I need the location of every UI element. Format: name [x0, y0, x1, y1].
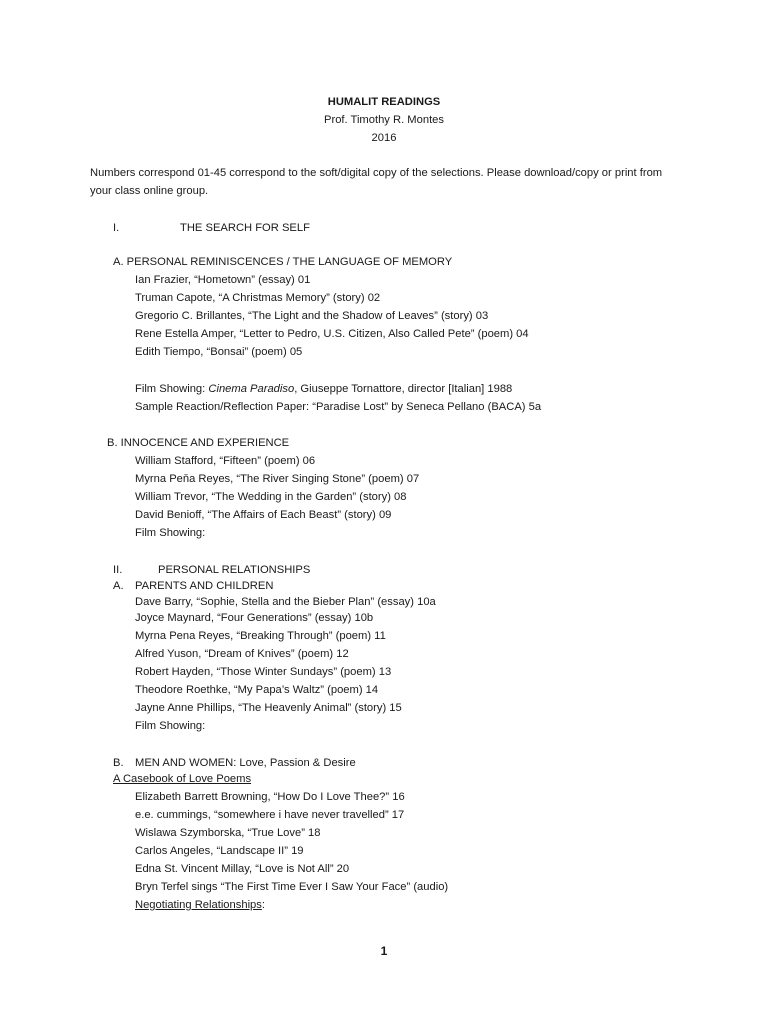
- reading-item: Myrna Peňa Reyes, “The River Singing Stone” (poem) 07: [135, 473, 420, 485]
- negotiating-label: Negotiating Relationships: [135, 899, 262, 911]
- negotiating-colon: :: [261, 899, 265, 911]
- section-2b-letter: B.: [113, 757, 124, 769]
- reading-item: Robert Hayden, “Those Winter Sundays” (poem) 13: [135, 666, 392, 678]
- reading-item: Wislawa Szymborska, “True Love” 18: [135, 827, 321, 839]
- casebook-heading: A Casebook of Love Poems: [113, 773, 252, 785]
- section-1a-heading: A. PERSONAL REMINISCENCES / THE LANGUAGE OF MEMORY: [113, 256, 453, 268]
- reading-item: Joyce Maynard, “Four Generations” (essay) 10b: [135, 612, 374, 624]
- professor-name: Prof. Timothy R. Montes: [324, 114, 444, 126]
- page-number: 1: [380, 944, 388, 958]
- reading-item: Ian Frazier, “Hometown” (essay) 01: [135, 274, 311, 286]
- film-showing-label: Film Showing:: [135, 383, 209, 395]
- reading-item: Theodore Roethke, “My Papa’s Waltz” (poem) 14: [135, 684, 379, 696]
- film-showing-line: Film Showing:: [135, 720, 206, 732]
- negotiating-heading: [135, 898, 265, 912]
- section-2b-heading: MEN AND WOMEN: Love, Passion & Desire: [135, 757, 356, 769]
- intro-paragraph: Numbers correspond 01-45 correspond to the soft/digital copy of the selections. Please download/copy or print from your class online group.: [90, 167, 663, 197]
- section-2a-heading: PARENTS AND CHILDREN: [135, 580, 274, 592]
- film-details: , Giuseppe Tornattore, director [Italian] 1988: [294, 383, 513, 395]
- part-2-title: PERSONAL RELATIONSHIPS: [158, 564, 311, 576]
- reading-item: Bryn Terfel sings “The First Time Ever I Saw Your Face” (audio): [135, 881, 449, 893]
- reading-item: Carlos Angeles, “Landscape II” 19: [135, 845, 304, 857]
- reading-item: Rene Estella Amper, “Letter to Pedro, U.S. Citizen, Also Called Pete” (poem) 04: [135, 328, 529, 340]
- part-1-title: THE SEARCH FOR SELF: [180, 222, 310, 234]
- reading-item: Gregorio C. Brillantes, “The Light and the Shadow of Leaves” (story) 03: [135, 310, 489, 322]
- section-1b-heading: B. INNOCENCE AND EXPERIENCE: [107, 437, 290, 449]
- part-1-numeral: I.: [113, 222, 120, 234]
- year: 2016: [371, 132, 397, 144]
- sample-paper-line: Sample Reaction/Reflection Paper: “Paradise Lost” by Seneca Pellano (BACA) 5a: [135, 401, 542, 413]
- reading-item: Truman Capote, “A Christmas Memory” (story) 02: [135, 292, 381, 304]
- reading-item: David Benioff, “The Affairs of Each Beast” (story) 09: [135, 509, 392, 521]
- part-2-numeral: II.: [113, 564, 123, 576]
- reading-item: Myrna Pena Reyes, “Breaking Through” (poem) 11: [135, 630, 386, 642]
- reading-item: Jayne Anne Phillips, “The Heavenly Animal” (story) 15: [135, 702, 402, 714]
- reading-item: e.e. cummings, “somewhere i have never travelled” 17: [135, 809, 405, 821]
- document-title: HUMALIT READINGS: [327, 96, 441, 108]
- reading-item: William Trevor, “The Wedding in the Garden” (story) 08: [135, 491, 407, 503]
- reading-item: Alfred Yuson, “Dream of Knives” (poem) 12: [135, 648, 349, 660]
- film-showing-line: Film Showing:: [135, 527, 206, 539]
- reading-item: Elizabeth Barrett Browning, “How Do I Love Thee?” 16: [135, 791, 405, 803]
- section-2a-letter: A.: [113, 580, 124, 592]
- reading-item: Edith Tiempo, “Bonsai” (poem) 05: [135, 346, 303, 358]
- reading-item: Edna St. Vincent Millay, “Love is Not All” 20: [135, 863, 350, 875]
- reading-item: William Stafford, “Fifteen” (poem) 06: [135, 455, 316, 467]
- film-title: Cinema Paradiso: [208, 383, 295, 395]
- reading-item: Dave Barry, “Sophie, Stella and the Bieber Plan” (essay) 10a: [135, 596, 436, 608]
- film-showing-line: [135, 382, 512, 396]
